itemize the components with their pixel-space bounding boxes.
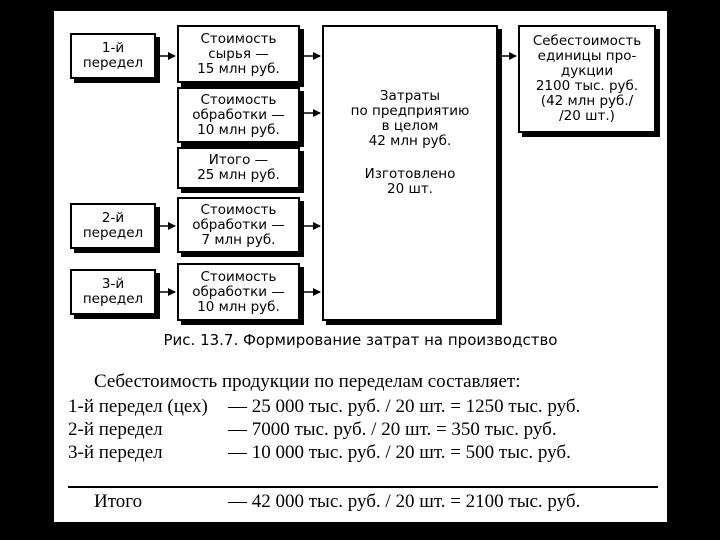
subtotal-box: Итого — 25 млн руб. [177, 147, 300, 189]
slide [54, 11, 667, 522]
intro-text: Себестоимость продукции по переделам составляет: [94, 371, 521, 392]
total-value: — 42 000 тыс. руб. / 20 шт. = 2100 тыс. руб. [228, 491, 581, 512]
processing-cost-1-box: Стоимость обработки — 10 млн руб. [177, 87, 300, 143]
row-value: — 25 000 тыс. руб. / 20 шт. = 1250 тыс. руб. [228, 396, 581, 417]
figure-caption: Рис. 13.7. Формирование затрат на производство [163, 331, 558, 349]
raw-material-cost-box: Стоимость сырья — 15 млн руб. [177, 25, 300, 83]
row-label: 3-й передел [68, 442, 163, 463]
unit-cost-box: Себестоимость единицы про- дукции 2100 тыс. руб. (42 млн руб./ /20 шт.) [518, 25, 656, 133]
arrows [54, 11, 667, 341]
processing-cost-2-box: Стоимость обработки — 7 млн руб. [177, 197, 300, 253]
row-value: — 10 000 тыс. руб. / 20 шт. = 500 тыс. руб. [228, 442, 571, 463]
units-produced-text: Изготовлено 20 шт. [364, 166, 456, 197]
stage-3-box: 3-й передел [70, 269, 156, 315]
total-label: Итого [94, 491, 143, 512]
row-label: 2-й передел [68, 419, 163, 440]
divider [68, 486, 658, 488]
stage-2-box: 2-й передел [70, 203, 156, 249]
enterprise-costs-text: Затраты по предприятию в целом 42 млн руб. [350, 88, 470, 149]
row-label: 1-й передел (цех) [68, 396, 208, 417]
stage-1-box: 1-й передел [70, 33, 156, 79]
processing-cost-3-box: Стоимость обработки — 10 млн руб. [177, 263, 300, 321]
row-value: — 7000 тыс. руб. / 20 шт. = 350 тыс. руб. [228, 419, 557, 440]
